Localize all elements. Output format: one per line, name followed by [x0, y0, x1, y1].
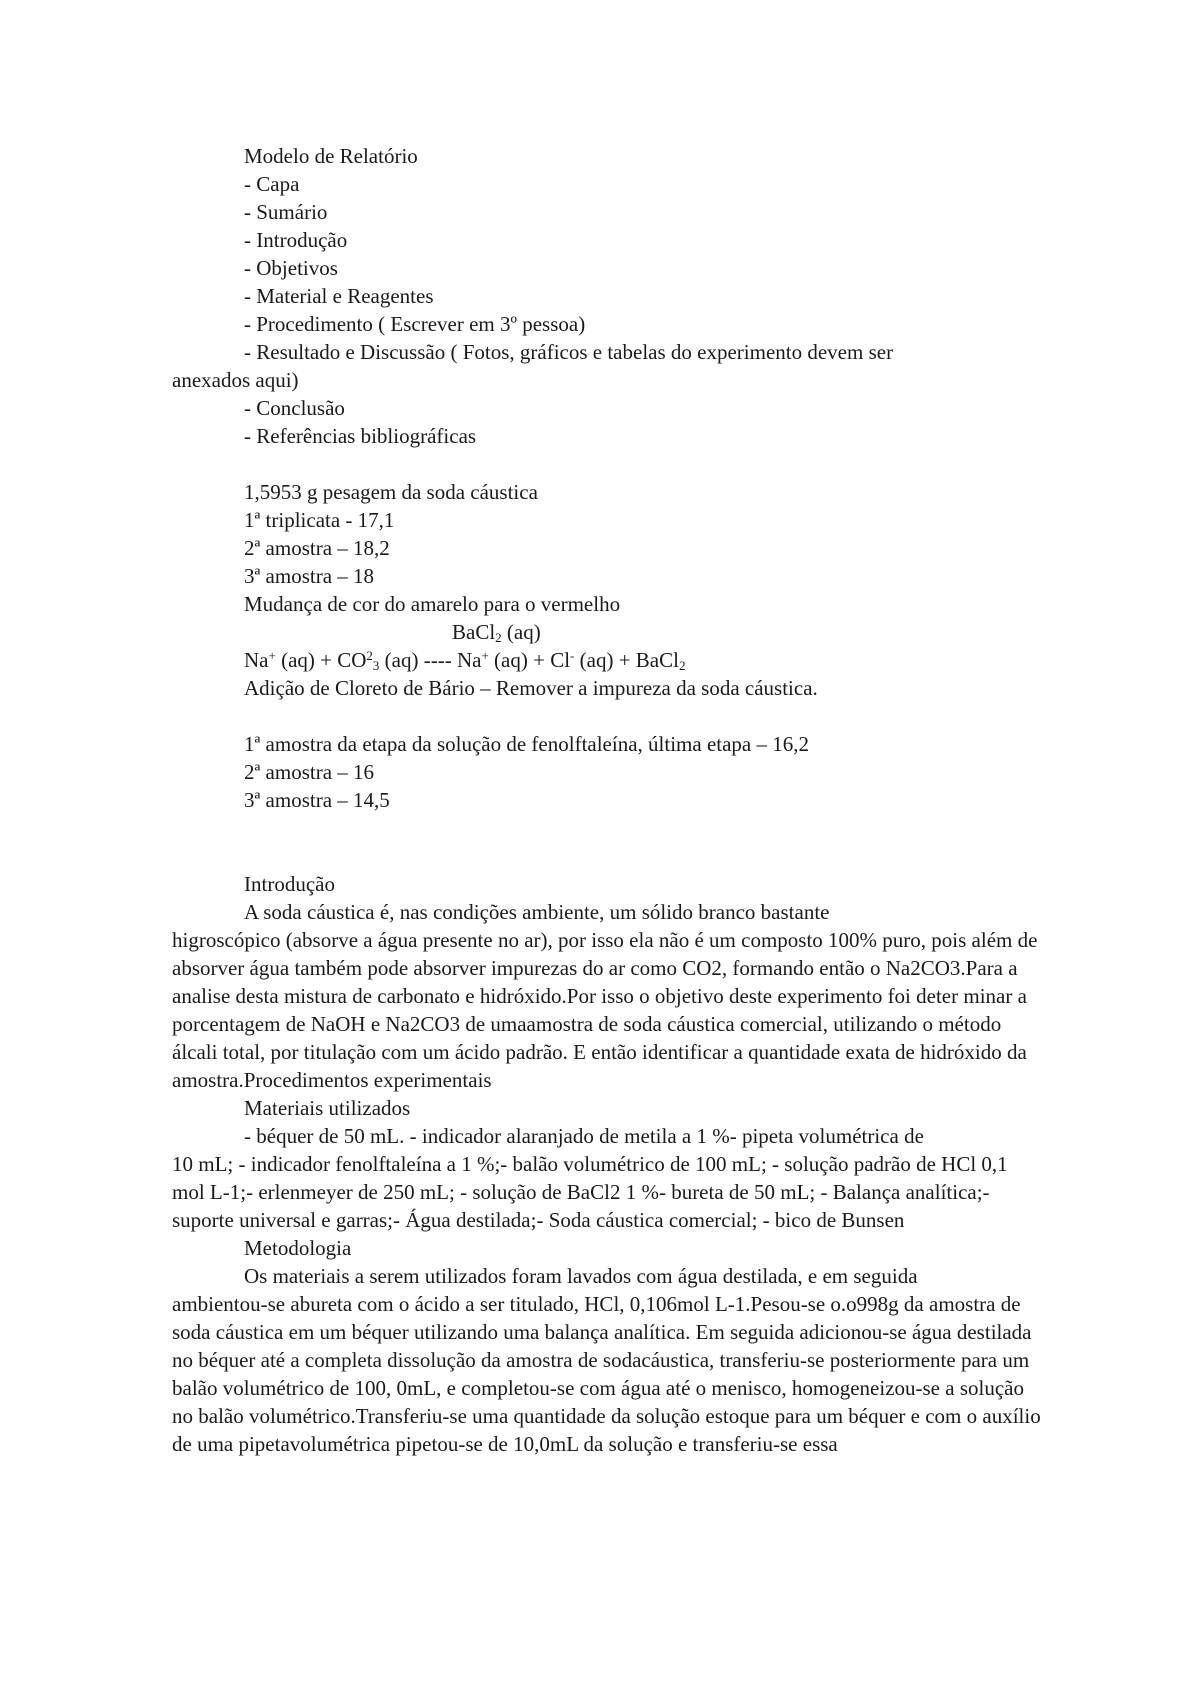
introduction-first-line: A soda cáustica é, nas condições ambiente, um sólido branco bastante [244, 900, 830, 924]
outline-item-results: - Resultado e Discussão ( Fotos, gráficos e tabelas do experimento devem ser [244, 340, 894, 364]
phenolphthalein-line: 2ª amostra – 16 [244, 760, 375, 784]
document-page [172, 142, 1042, 1458]
outline-item: - Capa [244, 172, 300, 196]
triplicate-line: 3ª amostra – 18 [244, 564, 375, 588]
outline-item: - Referências bibliográficas [244, 424, 477, 448]
outline-item: - Introdução [244, 228, 348, 252]
outline-item: - Conclusão [244, 396, 345, 420]
reagent-above-arrow: BaCl$_2$ (aq) [452, 620, 541, 645]
triplicate-line: 1ª triplicata - 17,1 [244, 508, 395, 532]
phenolphthalein-line: 1ª amostra da etapa da solução de fenolftaleína, última etapa – 16,2 [244, 732, 809, 756]
outline-title: Modelo de Relatório [244, 144, 418, 168]
methodology-first-line: Os materiais a serem utilizados foram lavados com água destilada, e em seguida [244, 1264, 918, 1288]
chemical-equation: Na+ $(aq) + CO^2_3$ (aq) ---- Na+ (aq) + Cl- (aq) + BaCl$_2$ [244, 648, 686, 673]
methodology-paragraph: ambientou-se abureta com o ácido a ser titulado, HCl, 0,106mol L-1.Pesou-se o.o998g da amostra de soda cáustica em um béquer utilizando uma balança analítica. Em seguida adicionou-se água destilada no béquer até a completa dissolução da amostra de sodacáustica, transferiu-se posteriormente para um balão volumétrico de 100, 0mL, e completou-se com água até o menisco, homogeneizou-se a solução no balão volumétrico.Transferiu-se uma quantidade da solução estoque para um béquer e com o auxílio de uma pipetavolumétrica pipetou-se de 10,0mL da solução e transferiu-se essa [172, 1292, 1041, 1456]
outline-item: - Objetivos [244, 256, 338, 280]
outline-item: - Procedimento ( Escrever em 3º pessoa) [244, 312, 586, 336]
phenolphthalein-line: 3ª amostra – 14,5 [244, 788, 390, 812]
methodology-heading: Metodologia [244, 1236, 352, 1260]
weighing-note: 1,5953 g pesagem da soda cáustica [244, 480, 538, 504]
outline-item: - Sumário [244, 200, 328, 224]
outline-item: - Material e Reagentes [244, 284, 434, 308]
materials-first-line: - béquer de 50 mL. - indicador alaranjado de metila a 1 %- pipeta volumétrica de [244, 1124, 924, 1148]
materials-heading: Materiais utilizados [244, 1096, 411, 1120]
introduction-heading: Introdução [244, 872, 335, 896]
triplicate-line: 2ª amostra – 18,2 [244, 536, 390, 560]
color-change-note: Mudança de cor do amarelo para o vermelho [244, 592, 621, 616]
materials-paragraph: 10 mL; - indicador fenolftaleína a 1 %;- balão volumétrico de 100 mL; - solução padrão de HCl 0,1 mol L-1;- erlenmeyer de 250 mL; - solução de BaCl2 1 %- bureta de 50 mL; - Balança analítica;- suporte universal e garras;- Água destilada;- Soda cáustica comercial; - bico de Bunsen [172, 1152, 1008, 1232]
introduction-paragraph: higroscópico (absorve a água presente no ar), por isso ela não é um composto 100% puro, pois além de absorver água também pode absorver impurezas do ar como CO2, formando então o Na2CO3.Para a analise desta mistura de carbonato e hidróxido.Por isso o objetivo deste experimento foi deter minar a porcentagem de NaOH e Na2CO3 de umaamostra de soda cáustica comercial, utilizando o método álcali total, por titulação com um ácido padrão. E então identificar a quantidade exata de hidróxido da amostra.Procedimentos experimentais [172, 928, 1038, 1092]
barium-note: Adição de Cloreto de Bário – Remover a impureza da soda cáustica. [244, 676, 818, 700]
outline-item-results-cont: anexados aqui) [172, 368, 299, 392]
